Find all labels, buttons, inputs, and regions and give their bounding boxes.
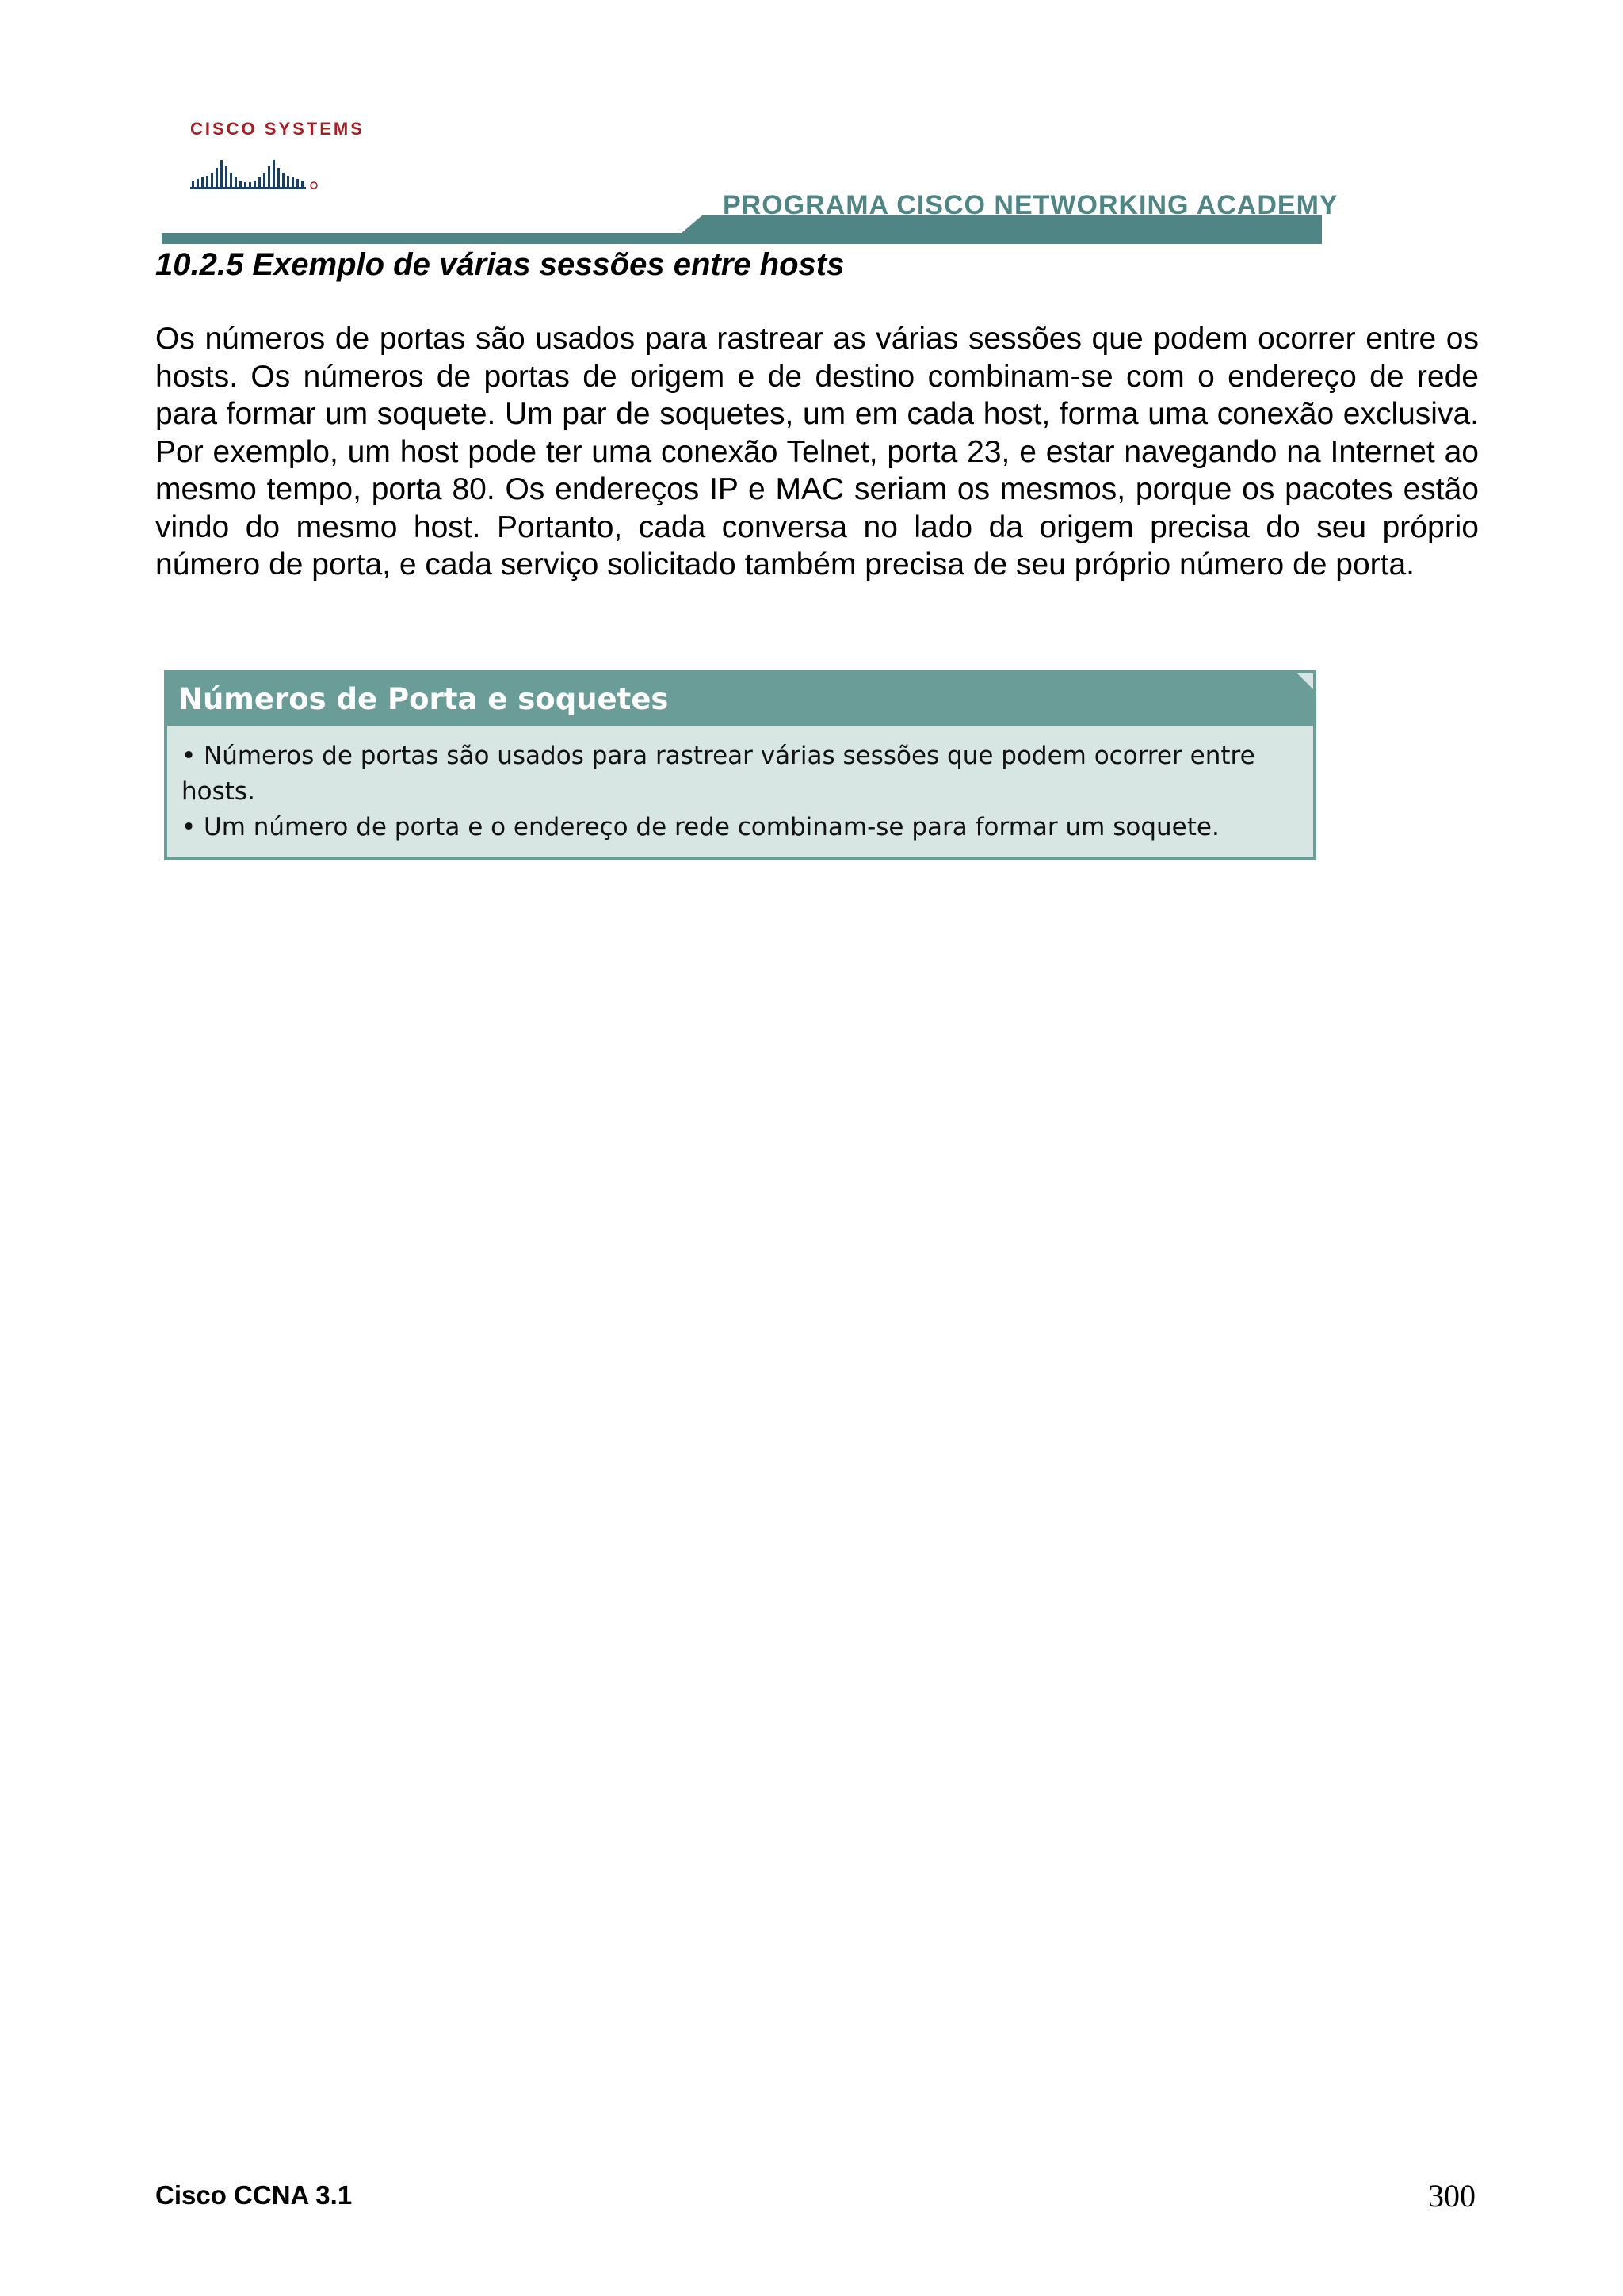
cisco-bridge-icon	[190, 143, 325, 190]
info-box	[164, 670, 1316, 860]
logo-wordmark: CISCO SYSTEMS	[190, 119, 365, 139]
list-item	[181, 738, 1291, 810]
body-paragraph: Os números de portas são usados para rastrear as várias sessões que podem ocorrer entre os hosts. Os números de portas de origem e de destino combinam-se com o endereço de rede para formar um soquete. Um par de soquetes, um em cada host, forma uma conexão exclusiva. Por exemplo, um host pode ter uma conexão Telnet, porta 23, e estar navegando na Internet ao mesmo tempo, porta 80. Os endereços IP e MAC seriam os mesmos, porque os pacotes estão vindo do mesmo host. Portanto, cada conversa no lado da origem precisa do seu próprio número de porta, e cada serviço solicitado também precisa de seu próprio número de porta.	[155, 322, 1479, 582]
section-title: 10.2.5 Exemplo de várias sessões entre hosts	[155, 247, 845, 282]
list-item	[181, 810, 1291, 845]
info-box-list	[181, 738, 1291, 845]
program-name: PROGRAMA CISCO NETWORKING ACADEMY	[723, 190, 1338, 220]
cisco-systems-logo	[190, 119, 365, 190]
bullet-text: Um número de porta e o endereço de rede combinam-se para formar um soquete.	[204, 813, 1220, 841]
bullet-text: Números de portas são usados para rastrear várias sessões que podem ocorrer entre hosts.	[181, 742, 1255, 806]
bullet-icon: •	[181, 742, 197, 770]
info-box-title: Números de Porta e soquetes	[178, 682, 669, 716]
page-number: 300	[1428, 2178, 1476, 2214]
bullet-icon: •	[181, 813, 197, 841]
footer-course-name: Cisco CCNA 3.1	[155, 2180, 353, 2210]
